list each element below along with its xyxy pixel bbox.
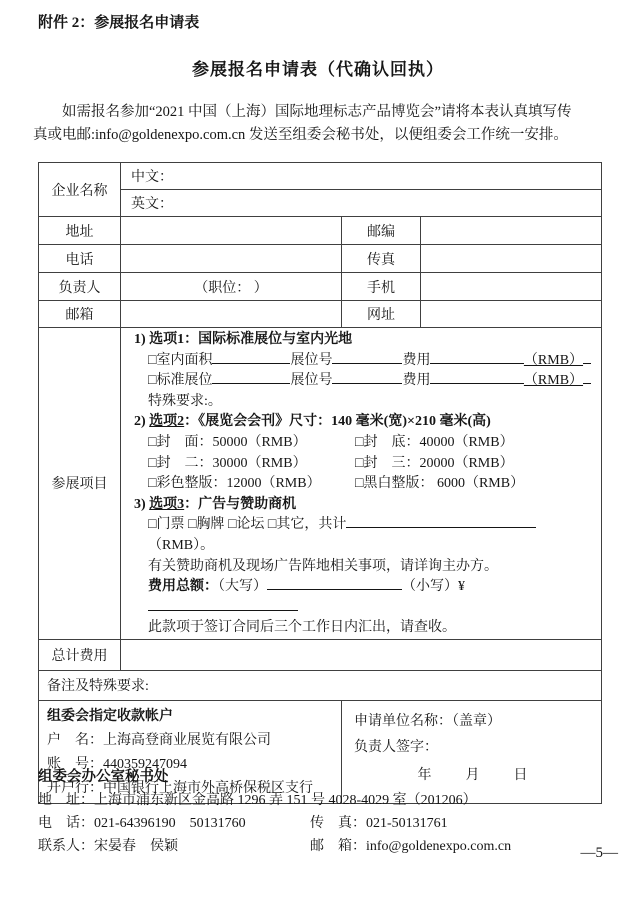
standard-booth-label: 标准展位 <box>156 373 213 389</box>
email-label: 邮箱 <box>39 301 121 328</box>
price-item: 黑白整版： 6000（RMB） <box>363 476 525 492</box>
price-item: 彩色整版：12000（RMB） <box>156 476 321 492</box>
website-label: 网址 <box>342 301 421 328</box>
email-field <box>121 301 342 328</box>
check-item-ticket: 门票 <box>156 517 188 533</box>
blank-line <box>583 359 591 364</box>
mobile-label: 手机 <box>342 273 421 301</box>
items-label: 参展项目 <box>39 328 121 640</box>
total-fee-field <box>121 639 602 670</box>
page-title: 参展报名申请表（代确认回执） <box>192 60 444 79</box>
secretariat-address: 地 址：上海市浦东新区金高路 1296 弄 151 号 4028-4029 室（201206） <box>38 793 477 808</box>
blank-line <box>430 359 523 364</box>
option2-rest: ：《展览会会刊》尺寸：140 毫米(宽)×210 毫米(高) <box>184 414 491 430</box>
total-amount-label: 费用总额： <box>148 579 218 595</box>
price-item: 封 底：40000（RMB） <box>363 434 514 450</box>
capital-label: （大写） <box>218 579 267 595</box>
intro-line-1: 如需报名参加“2021 中国（上海）国际地理标志产品博览会”请将本表认真填写传 <box>62 104 572 120</box>
price-item: 封 三：20000（RMB） <box>363 455 514 471</box>
option1-heading: 1) 选项1：国际标准展位与室内光地 <box>134 332 353 347</box>
manager-label: 负责人 <box>39 273 121 301</box>
rmb-suffix: （RMB）。 <box>148 537 215 553</box>
rmb-suffix: （RMB） <box>523 352 584 368</box>
blank-line <box>346 523 536 528</box>
company-name-label: 企业名称 <box>39 163 121 217</box>
sponsor-note-line: 有关赞助商机及现场广告阵地相关事项，请详询主办方。 <box>148 558 498 574</box>
option3-rest: ：广告与赞助商机 <box>184 496 297 512</box>
special-requirements-line: 特殊要求:。 <box>148 393 222 409</box>
account-number: 账 号：440359247094 <box>47 756 187 772</box>
blank-line <box>583 379 591 384</box>
address-label: 地址 <box>39 217 121 245</box>
company-name-cn-field: 中文： <box>121 163 602 190</box>
blank-line <box>212 359 290 364</box>
attachment-heading: 附件 2：参展报名申请表 <box>38 15 200 31</box>
checkbox-icon: □ <box>267 517 277 533</box>
manager-position-field: （职位： ） <box>121 273 342 301</box>
blank-line <box>332 379 402 384</box>
secretariat-contact: 联系人：宋晏春 侯颖 <box>38 839 178 854</box>
phone-label: 电话 <box>39 245 121 273</box>
fee-label: 费用 <box>402 352 431 368</box>
company-name-en-field: 英文： <box>121 190 602 217</box>
address-field <box>121 217 342 245</box>
option2-name: 选项2 <box>149 414 185 430</box>
fax-label: 传真 <box>342 245 421 273</box>
checkbox-icon: □ <box>227 517 237 533</box>
zip-label: 邮编 <box>342 217 421 245</box>
application-form-table <box>38 162 602 804</box>
checkbox-icon: □ <box>148 352 157 368</box>
price-row <box>134 454 591 475</box>
checkbox-icon: □ <box>148 517 157 533</box>
lowercase-label: （小写）¥ <box>402 579 465 595</box>
date-line: 年 月 日 <box>417 767 530 783</box>
booth-no-label: 展位号 <box>290 373 333 389</box>
checkbox-icon: □ <box>148 455 157 471</box>
secretariat-fax: 传 真：021-50131761 <box>310 816 448 831</box>
remarks-row: 备注及特殊要求: <box>39 670 602 700</box>
intro-line-2: 真或电邮:info@goldenexpo.com.cn 发送至组委会秘书处，以便组委会工作统一安排。 <box>33 127 568 143</box>
applicant-name-label: 申请单位名称：（盖章） <box>354 713 501 729</box>
blank-line <box>212 379 290 384</box>
option2-number: 2) <box>134 414 150 430</box>
blank-line <box>332 359 402 364</box>
blank-line <box>430 379 523 384</box>
check-item-other: 其它，共计 <box>276 517 347 533</box>
phone-field <box>121 245 342 273</box>
mobile-field <box>421 273 602 301</box>
option3-heading <box>134 495 591 516</box>
items-content-cell <box>121 328 602 640</box>
price-row <box>134 474 591 495</box>
secretariat-email: 邮 箱：info@goldenexpo.com.cn <box>310 839 512 854</box>
checkbox-icon: □ <box>355 476 364 492</box>
checkbox-icon: □ <box>355 455 364 471</box>
indoor-area-label: 室内面积 <box>156 352 213 368</box>
total-amount-line <box>134 577 591 618</box>
contact-email-line <box>38 835 604 858</box>
fee-label: 费用 <box>402 373 431 389</box>
checkbox-icon: □ <box>148 434 157 450</box>
website-field <box>421 301 602 328</box>
checkbox-icon: □ <box>148 373 157 389</box>
check-item-forum: 论坛 <box>236 517 268 533</box>
checkbox-icon: □ <box>355 434 364 450</box>
option1-standard-line <box>134 371 591 392</box>
signature-label: 负责人签字： <box>354 739 438 755</box>
phone-fax-line <box>38 812 604 835</box>
account-bank: 开户行：中国银行上海市外高桥保税区支行 <box>47 780 313 796</box>
total-fee-label: 总计费用 <box>39 639 121 670</box>
secretariat-heading: 组委会办公室秘书处 <box>38 769 169 785</box>
option3-number: 3) <box>134 496 150 512</box>
secretariat-footer <box>38 766 604 858</box>
price-row <box>134 433 591 454</box>
price-item: 封 二：30000（RMB） <box>156 455 307 471</box>
check-item-badge: 胸牌 <box>196 517 228 533</box>
blank-line <box>148 606 298 611</box>
zip-field <box>421 217 602 245</box>
fax-field <box>421 245 602 273</box>
intro-paragraph <box>33 101 611 147</box>
account-holder: 户 名：上海高登商业展览有限公司 <box>47 732 271 748</box>
checkbox-icon: □ <box>148 476 157 492</box>
booth-no-label: 展位号 <box>290 352 333 368</box>
payment-note-line: 此款项于签订合同后三个工作日内汇出，请查收。 <box>148 620 456 636</box>
option1-indoor-line <box>134 351 591 372</box>
checkbox-icon: □ <box>187 517 197 533</box>
secretariat-phone: 电 话：021-64396190 50131760 <box>38 816 246 831</box>
blank-line <box>267 585 402 590</box>
option3-checks-line <box>134 515 591 556</box>
rmb-suffix: （RMB） <box>523 373 584 389</box>
option2-heading <box>134 412 591 433</box>
account-heading: 组委会指定收款帐户 <box>47 708 173 724</box>
price-item: 封 面：50000（RMB） <box>156 434 307 450</box>
page-number: —5— <box>580 845 618 861</box>
option3-name: 选项3 <box>149 496 185 512</box>
